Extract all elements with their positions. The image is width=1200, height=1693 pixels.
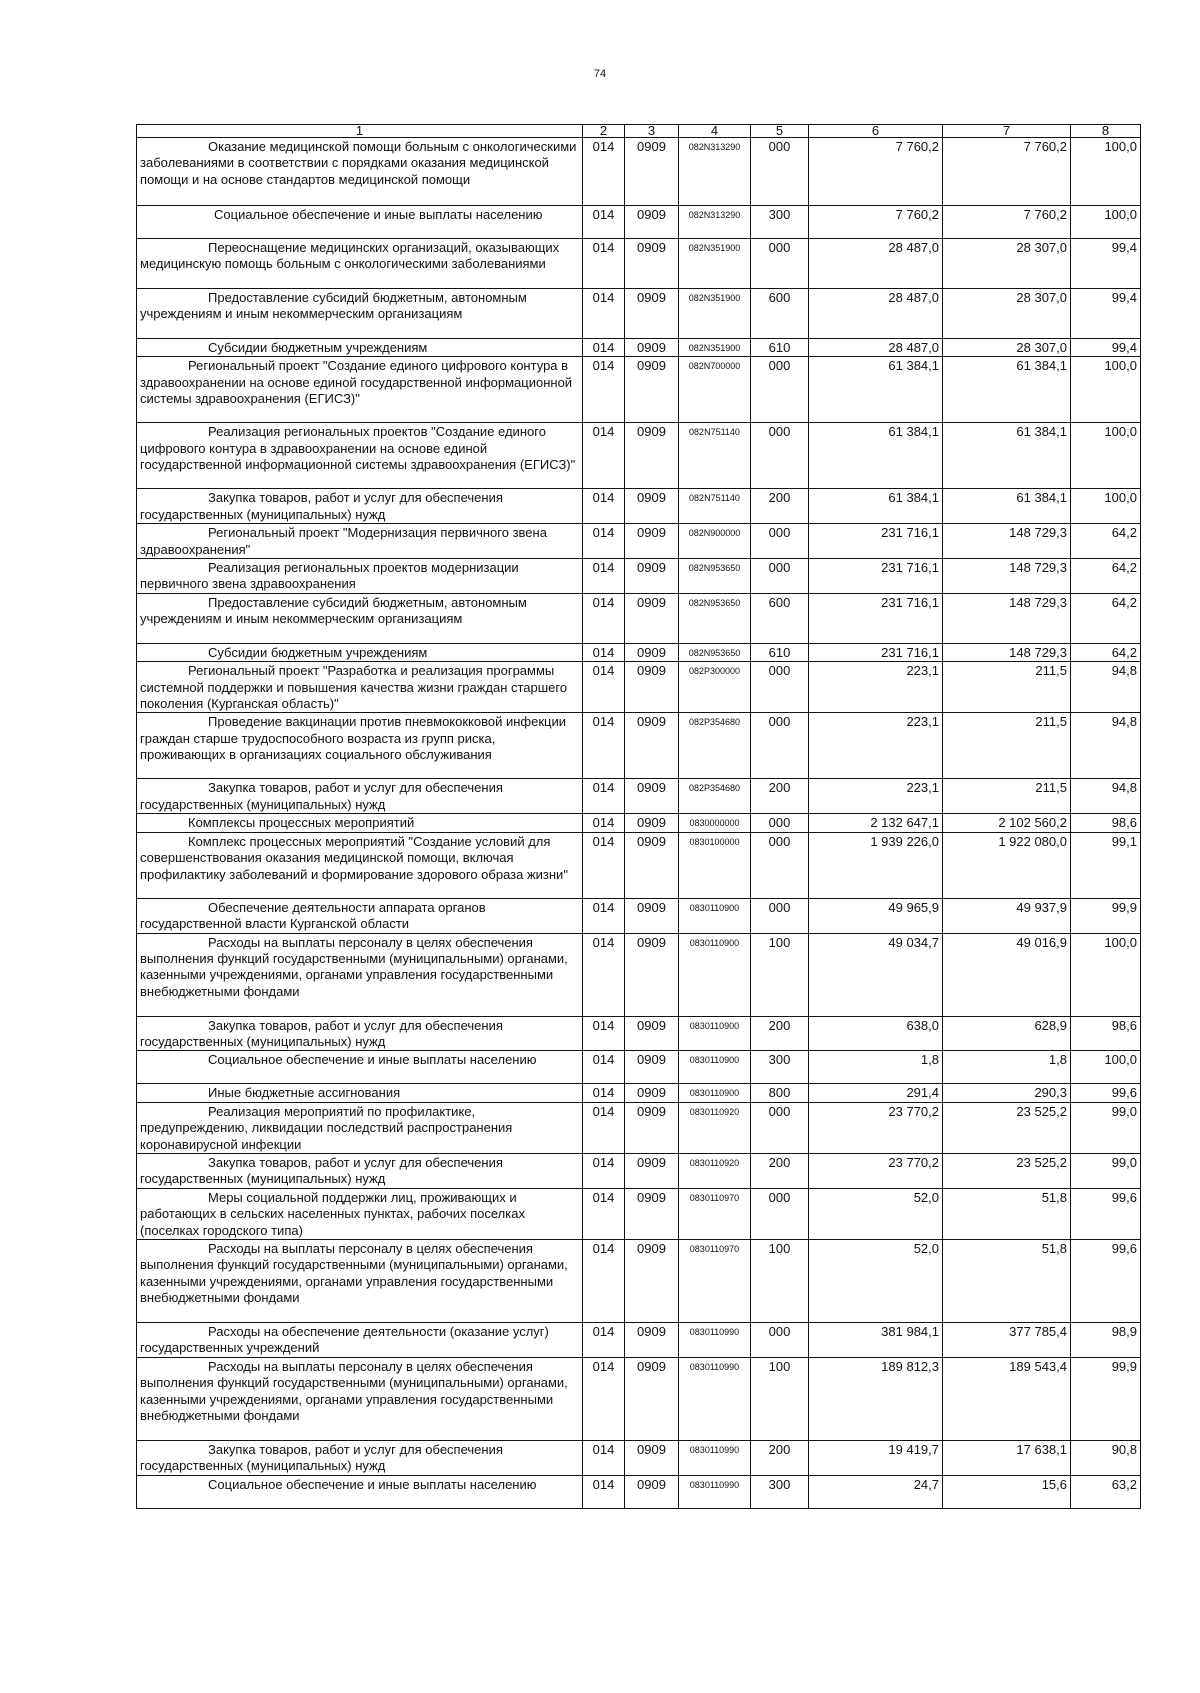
actual-amount-cell: 28 307,0: [943, 339, 1071, 357]
target-code-cell: 0830110970: [679, 1239, 751, 1322]
actual-amount-cell: 211,5: [943, 713, 1071, 779]
expense-type-cell: 000: [751, 1322, 809, 1357]
actual-amount-cell: 7 760,2: [943, 206, 1071, 239]
target-code-cell: 0830100000: [679, 832, 751, 898]
planned-amount-cell: 223,1: [809, 779, 943, 814]
table-row: [137, 1016, 1141, 1051]
actual-amount-cell: 49 016,9: [943, 933, 1071, 1016]
section-code-cell: 0909: [625, 559, 679, 594]
expense-type-cell: 000: [751, 898, 809, 933]
percent-cell: 64,2: [1071, 559, 1141, 594]
target-code-cell: 082N953650: [679, 593, 751, 643]
ministry-code-cell: 014: [583, 593, 625, 643]
table-row: [137, 814, 1141, 832]
percent-cell: 98,6: [1071, 814, 1141, 832]
target-code-cell: 082N953650: [679, 559, 751, 594]
section-code-cell: 0909: [625, 593, 679, 643]
section-code-cell: 0909: [625, 524, 679, 559]
percent-cell: 100,0: [1071, 423, 1141, 489]
percent-cell: 63,2: [1071, 1475, 1141, 1508]
percent-cell: 99,4: [1071, 339, 1141, 357]
expense-type-cell: 000: [751, 814, 809, 832]
actual-amount-cell: 7 760,2: [943, 138, 1071, 206]
ministry-code-cell: 014: [583, 206, 625, 239]
target-code-cell: 082N751140: [679, 423, 751, 489]
percent-cell: 99,1: [1071, 832, 1141, 898]
ministry-code-cell: 014: [583, 662, 625, 713]
section-code-cell: 0909: [625, 1239, 679, 1322]
section-code-cell: 0909: [625, 357, 679, 423]
header-cell: 1: [137, 125, 583, 138]
actual-amount-cell: 1,8: [943, 1051, 1071, 1084]
target-code-cell: 082N351900: [679, 239, 751, 289]
ministry-code-cell: 014: [583, 1102, 625, 1153]
target-code-cell: 082N351900: [679, 339, 751, 357]
expense-type-cell: 000: [751, 1102, 809, 1153]
ministry-code-cell: 014: [583, 357, 625, 423]
table-row: [137, 357, 1141, 423]
target-code-cell: 0830000000: [679, 814, 751, 832]
expense-type-cell: 610: [751, 339, 809, 357]
target-code-cell: 0830110920: [679, 1153, 751, 1188]
expense-type-cell: 100: [751, 1357, 809, 1440]
section-code-cell: 0909: [625, 1475, 679, 1508]
row-name-cell: Закупка товаров, работ и услуг для обеспечения государственных (муниципальных) нужд: [137, 1153, 583, 1188]
expense-type-cell: 000: [751, 423, 809, 489]
ministry-code-cell: 014: [583, 423, 625, 489]
planned-amount-cell: 381 984,1: [809, 1322, 943, 1357]
table-row: [137, 206, 1141, 239]
actual-amount-cell: 28 307,0: [943, 289, 1071, 339]
table-row: [137, 1051, 1141, 1084]
row-name-cell: Реализация региональных проектов модернизации первичного звена здравоохранения: [137, 559, 583, 594]
ministry-code-cell: 014: [583, 933, 625, 1016]
section-code-cell: 0909: [625, 898, 679, 933]
ministry-code-cell: 014: [583, 643, 625, 661]
expense-type-cell: 000: [751, 1188, 809, 1239]
row-name-cell: Предоставление субсидий бюджетным, автономным учреждениям и иным некоммерческим организациям: [137, 289, 583, 339]
percent-cell: 99,6: [1071, 1084, 1141, 1102]
percent-cell: 98,6: [1071, 1016, 1141, 1051]
header-cell: 5: [751, 125, 809, 138]
actual-amount-cell: 61 384,1: [943, 489, 1071, 524]
section-code-cell: 0909: [625, 489, 679, 524]
expense-type-cell: 800: [751, 1084, 809, 1102]
target-code-cell: 0830110900: [679, 898, 751, 933]
planned-amount-cell: 24,7: [809, 1475, 943, 1508]
percent-cell: 100,0: [1071, 1051, 1141, 1084]
ministry-code-cell: 014: [583, 1475, 625, 1508]
table-row: [137, 138, 1141, 206]
table-row: [137, 779, 1141, 814]
row-name-cell: Расходы на выплаты персоналу в целях обеспечения выполнения функций государственными (муниципальными) органами, казенными учреждениями, органами управления государственными внебюджетными фондами: [137, 1357, 583, 1440]
actual-amount-cell: 148 729,3: [943, 643, 1071, 661]
planned-amount-cell: 231 716,1: [809, 593, 943, 643]
actual-amount-cell: 28 307,0: [943, 239, 1071, 289]
ministry-code-cell: 014: [583, 1016, 625, 1051]
planned-amount-cell: 638,0: [809, 1016, 943, 1051]
percent-cell: 100,0: [1071, 357, 1141, 423]
percent-cell: 64,2: [1071, 643, 1141, 661]
target-code-cell: 082N313290: [679, 138, 751, 206]
target-code-cell: 082P354680: [679, 779, 751, 814]
table-row: [137, 1440, 1141, 1475]
expense-type-cell: 000: [751, 138, 809, 206]
section-code-cell: 0909: [625, 138, 679, 206]
percent-cell: 64,2: [1071, 593, 1141, 643]
table-row: [137, 898, 1141, 933]
planned-amount-cell: 61 384,1: [809, 489, 943, 524]
row-name-cell: Оказание медицинской помощи больным с онкологическими заболеваниями в соответствии с порядками оказания медицинской помощи и на основе стандартов медицинской помощи: [137, 138, 583, 206]
row-name-cell: Реализация региональных проектов "Создание единого цифрового контура в здравоохранении на основе единой государственной информационной системы здравоохранения (ЕГИСЗ)": [137, 423, 583, 489]
section-code-cell: 0909: [625, 339, 679, 357]
planned-amount-cell: 52,0: [809, 1188, 943, 1239]
table-row: [137, 289, 1141, 339]
expense-type-cell: 000: [751, 832, 809, 898]
header-cell: 6: [809, 125, 943, 138]
table-row: [137, 423, 1141, 489]
actual-amount-cell: 23 525,2: [943, 1153, 1071, 1188]
header-cell: 8: [1071, 125, 1141, 138]
ministry-code-cell: 014: [583, 524, 625, 559]
actual-amount-cell: 17 638,1: [943, 1440, 1071, 1475]
header-cell: 7: [943, 125, 1071, 138]
planned-amount-cell: 7 760,2: [809, 206, 943, 239]
actual-amount-cell: 51,8: [943, 1188, 1071, 1239]
ministry-code-cell: 014: [583, 1153, 625, 1188]
ministry-code-cell: 014: [583, 489, 625, 524]
target-code-cell: 082P354680: [679, 713, 751, 779]
row-name-cell: Закупка товаров, работ и услуг для обеспечения государственных (муниципальных) нужд: [137, 1440, 583, 1475]
target-code-cell: 0830110920: [679, 1102, 751, 1153]
row-name-cell: Социальное обеспечение и иные выплаты населению: [137, 1051, 583, 1084]
percent-cell: 99,4: [1071, 239, 1141, 289]
percent-cell: 98,9: [1071, 1322, 1141, 1357]
actual-amount-cell: 61 384,1: [943, 423, 1071, 489]
actual-amount-cell: 1 922 080,0: [943, 832, 1071, 898]
actual-amount-cell: 148 729,3: [943, 593, 1071, 643]
ministry-code-cell: 014: [583, 339, 625, 357]
expense-type-cell: 000: [751, 239, 809, 289]
table-row: [137, 1102, 1141, 1153]
ministry-code-cell: 014: [583, 1188, 625, 1239]
table-row: [137, 1475, 1141, 1508]
section-code-cell: 0909: [625, 1084, 679, 1102]
header-cell: 3: [625, 125, 679, 138]
table-row: [137, 1153, 1141, 1188]
target-code-cell: 082N900000: [679, 524, 751, 559]
expense-type-cell: 200: [751, 1440, 809, 1475]
planned-amount-cell: 19 419,7: [809, 1440, 943, 1475]
planned-amount-cell: 61 384,1: [809, 423, 943, 489]
expense-type-cell: 300: [751, 206, 809, 239]
target-code-cell: 0830110990: [679, 1322, 751, 1357]
percent-cell: 90,8: [1071, 1440, 1141, 1475]
row-name-cell: Региональный проект "Разработка и реализация программы системной поддержки и повышения качества жизни граждан старшего поколения (Курганская область)": [137, 662, 583, 713]
expense-type-cell: 100: [751, 1239, 809, 1322]
ministry-code-cell: 014: [583, 814, 625, 832]
table-row: [137, 832, 1141, 898]
ministry-code-cell: 014: [583, 832, 625, 898]
expense-type-cell: 200: [751, 489, 809, 524]
target-code-cell: 082N751140: [679, 489, 751, 524]
expense-type-cell: 200: [751, 1153, 809, 1188]
section-code-cell: 0909: [625, 713, 679, 779]
row-name-cell: Меры социальной поддержки лиц, проживающих и работающих в сельских населенных пунктах, рабочих поселках (поселках городского типа): [137, 1188, 583, 1239]
actual-amount-cell: 148 729,3: [943, 524, 1071, 559]
target-code-cell: 082N700000: [679, 357, 751, 423]
expense-type-cell: 000: [751, 559, 809, 594]
table-row: [137, 559, 1141, 594]
row-name-cell: Региональный проект "Создание единого цифрового контура в здравоохранении на основе единой государственной информационной системы здравоохранения (ЕГИСЗ)": [137, 357, 583, 423]
expense-type-cell: 100: [751, 933, 809, 1016]
planned-amount-cell: 231 716,1: [809, 524, 943, 559]
actual-amount-cell: 290,3: [943, 1084, 1071, 1102]
section-code-cell: 0909: [625, 662, 679, 713]
planned-amount-cell: 2 132 647,1: [809, 814, 943, 832]
actual-amount-cell: 189 543,4: [943, 1357, 1071, 1440]
section-code-cell: 0909: [625, 1102, 679, 1153]
actual-amount-cell: 628,9: [943, 1016, 1071, 1051]
percent-cell: 100,0: [1071, 933, 1141, 1016]
planned-amount-cell: 23 770,2: [809, 1153, 943, 1188]
target-code-cell: 0830110970: [679, 1188, 751, 1239]
percent-cell: 99,9: [1071, 898, 1141, 933]
planned-amount-cell: 28 487,0: [809, 239, 943, 289]
section-code-cell: 0909: [625, 1188, 679, 1239]
row-name-cell: Закупка товаров, работ и услуг для обеспечения государственных (муниципальных) нужд: [137, 489, 583, 524]
ministry-code-cell: 014: [583, 138, 625, 206]
section-code-cell: 0909: [625, 933, 679, 1016]
budget-execution-table: [136, 124, 1141, 1509]
ministry-code-cell: 014: [583, 1084, 625, 1102]
header-cell: 2: [583, 125, 625, 138]
table-row: [137, 1188, 1141, 1239]
row-name-cell: Социальное обеспечение и иные выплаты населению: [137, 206, 583, 239]
actual-amount-cell: 148 729,3: [943, 559, 1071, 594]
percent-cell: 100,0: [1071, 489, 1141, 524]
row-name-cell: Региональный проект "Модернизация первичного звена здравоохранения": [137, 524, 583, 559]
percent-cell: 100,0: [1071, 206, 1141, 239]
table-row: [137, 713, 1141, 779]
table-row: [137, 643, 1141, 661]
ministry-code-cell: 014: [583, 1440, 625, 1475]
actual-amount-cell: 23 525,2: [943, 1102, 1071, 1153]
target-code-cell: 0830110900: [679, 1051, 751, 1084]
section-code-cell: 0909: [625, 832, 679, 898]
row-name-cell: Предоставление субсидий бюджетным, автономным учреждениям и иным некоммерческим организациям: [137, 593, 583, 643]
table-row: [137, 933, 1141, 1016]
target-code-cell: 082N351900: [679, 289, 751, 339]
table-row: [137, 1322, 1141, 1357]
section-code-cell: 0909: [625, 1440, 679, 1475]
planned-amount-cell: 1,8: [809, 1051, 943, 1084]
row-name-cell: Реализация мероприятий по профилактике, предупреждению, ликвидации последствий распространения коронавирусной инфекции: [137, 1102, 583, 1153]
target-code-cell: 0830110900: [679, 1016, 751, 1051]
section-code-cell: 0909: [625, 779, 679, 814]
ministry-code-cell: 014: [583, 1357, 625, 1440]
table-row: [137, 489, 1141, 524]
planned-amount-cell: 1 939 226,0: [809, 832, 943, 898]
table-row: [137, 1239, 1141, 1322]
header-row: [137, 125, 1141, 138]
planned-amount-cell: 28 487,0: [809, 339, 943, 357]
target-code-cell: 0830110990: [679, 1440, 751, 1475]
target-code-cell: 0830110990: [679, 1475, 751, 1508]
percent-cell: 99,6: [1071, 1239, 1141, 1322]
row-name-cell: Закупка товаров, работ и услуг для обеспечения государственных (муниципальных) нужд: [137, 1016, 583, 1051]
expense-type-cell: 000: [751, 524, 809, 559]
actual-amount-cell: 377 785,4: [943, 1322, 1071, 1357]
target-code-cell: 082N953650: [679, 643, 751, 661]
ministry-code-cell: 014: [583, 898, 625, 933]
actual-amount-cell: 211,5: [943, 662, 1071, 713]
section-code-cell: 0909: [625, 1153, 679, 1188]
row-name-cell: Проведение вакцинации против пневмококковой инфекции граждан старше трудоспособного возраста из групп риска, проживающих в организациях социального обслуживания: [137, 713, 583, 779]
table-row: [137, 239, 1141, 289]
section-code-cell: 0909: [625, 289, 679, 339]
percent-cell: 99,6: [1071, 1188, 1141, 1239]
actual-amount-cell: 61 384,1: [943, 357, 1071, 423]
planned-amount-cell: 28 487,0: [809, 289, 943, 339]
expense-type-cell: 300: [751, 1475, 809, 1508]
table-row: [137, 593, 1141, 643]
planned-amount-cell: 231 716,1: [809, 559, 943, 594]
table-row: [137, 1084, 1141, 1102]
expense-type-cell: 600: [751, 289, 809, 339]
planned-amount-cell: 231 716,1: [809, 643, 943, 661]
section-code-cell: 0909: [625, 423, 679, 489]
actual-amount-cell: 211,5: [943, 779, 1071, 814]
planned-amount-cell: 223,1: [809, 713, 943, 779]
row-name-cell: Расходы на обеспечение деятельности (оказание услуг) государственных учреждений: [137, 1322, 583, 1357]
percent-cell: 99,9: [1071, 1357, 1141, 1440]
section-code-cell: 0909: [625, 239, 679, 289]
planned-amount-cell: 7 760,2: [809, 138, 943, 206]
target-code-cell: 0830110900: [679, 933, 751, 1016]
percent-cell: 99,4: [1071, 289, 1141, 339]
section-code-cell: 0909: [625, 1322, 679, 1357]
section-code-cell: 0909: [625, 814, 679, 832]
row-name-cell: Расходы на выплаты персоналу в целях обеспечения выполнения функций государственными (муниципальными) органами, казенными учреждениями, органами управления государственными внебюджетными фондами: [137, 933, 583, 1016]
row-name-cell: Комплексы процессных мероприятий: [137, 814, 583, 832]
target-code-cell: 082N313290: [679, 206, 751, 239]
target-code-cell: 0830110990: [679, 1357, 751, 1440]
row-name-cell: Субсидии бюджетным учреждениям: [137, 339, 583, 357]
section-code-cell: 0909: [625, 1357, 679, 1440]
section-code-cell: 0909: [625, 206, 679, 239]
expense-type-cell: 200: [751, 779, 809, 814]
row-name-cell: Расходы на выплаты персоналу в целях обеспечения выполнения функций государственными (муниципальными) органами, казенными учреждениями, органами управления государственными внебюджетными фондами: [137, 1239, 583, 1322]
ministry-code-cell: 014: [583, 559, 625, 594]
expense-type-cell: 600: [751, 593, 809, 643]
percent-cell: 99,0: [1071, 1102, 1141, 1153]
row-name-cell: Обеспечение деятельности аппарата органов государственной власти Курганской области: [137, 898, 583, 933]
section-code-cell: 0909: [625, 1051, 679, 1084]
ministry-code-cell: 014: [583, 1322, 625, 1357]
row-name-cell: Субсидии бюджетным учреждениям: [137, 643, 583, 661]
planned-amount-cell: 61 384,1: [809, 357, 943, 423]
row-name-cell: Социальное обеспечение и иные выплаты населению: [137, 1475, 583, 1508]
ministry-code-cell: 014: [583, 713, 625, 779]
ministry-code-cell: 014: [583, 779, 625, 814]
table-body: [137, 138, 1141, 1509]
table-row: [137, 662, 1141, 713]
table-row: [137, 339, 1141, 357]
planned-amount-cell: 49 965,9: [809, 898, 943, 933]
header-cell: 4: [679, 125, 751, 138]
table-row: [137, 1357, 1141, 1440]
expense-type-cell: 200: [751, 1016, 809, 1051]
planned-amount-cell: 23 770,2: [809, 1102, 943, 1153]
percent-cell: 99,0: [1071, 1153, 1141, 1188]
actual-amount-cell: 51,8: [943, 1239, 1071, 1322]
planned-amount-cell: 223,1: [809, 662, 943, 713]
expense-type-cell: 000: [751, 357, 809, 423]
actual-amount-cell: 2 102 560,2: [943, 814, 1071, 832]
ministry-code-cell: 014: [583, 1051, 625, 1084]
table-row: [137, 524, 1141, 559]
percent-cell: 94,8: [1071, 713, 1141, 779]
page-number: 74: [593, 68, 607, 80]
planned-amount-cell: 49 034,7: [809, 933, 943, 1016]
percent-cell: 94,8: [1071, 779, 1141, 814]
percent-cell: 94,8: [1071, 662, 1141, 713]
expense-type-cell: 610: [751, 643, 809, 661]
expense-type-cell: 300: [751, 1051, 809, 1084]
expense-type-cell: 000: [751, 662, 809, 713]
ministry-code-cell: 014: [583, 1239, 625, 1322]
ministry-code-cell: 014: [583, 239, 625, 289]
section-code-cell: 0909: [625, 643, 679, 661]
row-name-cell: Иные бюджетные ассигнования: [137, 1084, 583, 1102]
row-name-cell: Закупка товаров, работ и услуг для обеспечения государственных (муниципальных) нужд: [137, 779, 583, 814]
planned-amount-cell: 52,0: [809, 1239, 943, 1322]
planned-amount-cell: 189 812,3: [809, 1357, 943, 1440]
expense-type-cell: 000: [751, 713, 809, 779]
row-name-cell: Комплекс процессных мероприятий "Создание условий для совершенствования оказания медицинской помощи, включая профилактику заболеваний и формирование здорового образа жизни": [137, 832, 583, 898]
row-name-cell: Переоснащение медицинских организаций, оказывающих медицинскую помощь больным с онкологическими заболеваниями: [137, 239, 583, 289]
actual-amount-cell: 15,6: [943, 1475, 1071, 1508]
planned-amount-cell: 291,4: [809, 1084, 943, 1102]
section-code-cell: 0909: [625, 1016, 679, 1051]
percent-cell: 100,0: [1071, 138, 1141, 206]
percent-cell: 64,2: [1071, 524, 1141, 559]
target-code-cell: 0830110900: [679, 1084, 751, 1102]
actual-amount-cell: 49 937,9: [943, 898, 1071, 933]
target-code-cell: 082P300000: [679, 662, 751, 713]
ministry-code-cell: 014: [583, 289, 625, 339]
